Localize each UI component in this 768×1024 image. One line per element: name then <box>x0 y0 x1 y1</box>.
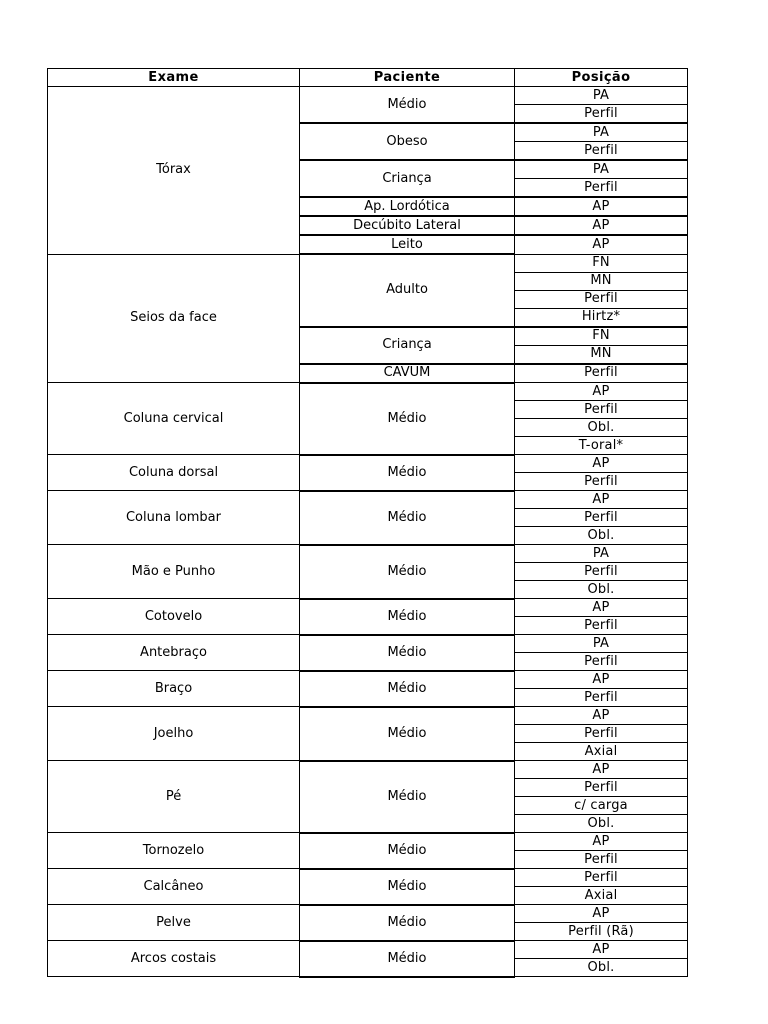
position-cell: Perfil <box>515 473 688 491</box>
position-cell: FN <box>515 327 688 346</box>
position-cell: AP <box>515 941 688 959</box>
position-cell: Perfil <box>515 105 688 124</box>
position-cell: Perfil <box>515 290 688 308</box>
exam-cell: Coluna dorsal <box>48 455 300 491</box>
patient-cell: Médio <box>300 545 515 599</box>
position-cell: AP <box>515 833 688 851</box>
patient-cell: Decúbito Lateral <box>300 216 515 235</box>
patient-cell: Ap. Lordótica <box>300 197 515 216</box>
position-cell: AP <box>515 761 688 779</box>
table-row <box>48 545 688 563</box>
position-cell: Obl. <box>515 527 688 545</box>
patient-cell: Médio <box>300 491 515 545</box>
exam-cell: Braço <box>48 671 300 707</box>
exam-cell: Arcos costais <box>48 941 300 977</box>
position-cell: AP <box>515 235 688 254</box>
table-row <box>48 707 688 725</box>
exam-cell: Cotovelo <box>48 599 300 635</box>
position-cell: AP <box>515 599 688 617</box>
exam-cell: Tórax <box>48 87 300 255</box>
header-row <box>48 69 688 87</box>
position-cell: MN <box>515 345 688 364</box>
position-cell: Perfil <box>515 179 688 198</box>
position-cell: Perfil <box>515 869 688 887</box>
position-cell: Obl. <box>515 419 688 437</box>
header-posicao: Posição <box>515 69 688 87</box>
patient-cell: Médio <box>300 671 515 707</box>
position-cell: PA <box>515 123 688 142</box>
position-cell: Axial <box>515 743 688 761</box>
table-row <box>48 905 688 923</box>
patient-cell: Criança <box>300 327 515 364</box>
position-cell: T-oral* <box>515 437 688 455</box>
position-cell: Obl. <box>515 959 688 977</box>
header-exame: Exame <box>48 69 300 87</box>
table-row <box>48 455 688 473</box>
position-cell: AP <box>515 197 688 216</box>
position-cell: AP <box>515 707 688 725</box>
position-cell: Perfil <box>515 653 688 671</box>
position-cell: PA <box>515 160 688 179</box>
position-cell: Perfil <box>515 509 688 527</box>
exam-cell: Joelho <box>48 707 300 761</box>
position-cell: c/ carga <box>515 797 688 815</box>
position-cell: Hirtz* <box>515 308 688 327</box>
table-body <box>48 87 688 977</box>
exam-cell: Tornozelo <box>48 833 300 869</box>
position-cell: PA <box>515 545 688 563</box>
table-row <box>48 635 688 653</box>
exam-cell: Coluna lombar <box>48 491 300 545</box>
position-cell: Obl. <box>515 581 688 599</box>
patient-cell: Médio <box>300 635 515 671</box>
table-row <box>48 833 688 851</box>
table-row <box>48 383 688 401</box>
position-cell: Perfil <box>515 689 688 707</box>
position-cell: Perfil <box>515 851 688 869</box>
exam-cell: Pelve <box>48 905 300 941</box>
position-cell: AP <box>515 491 688 509</box>
table-row <box>48 869 688 887</box>
position-cell: Axial <box>515 887 688 905</box>
patient-cell: Médio <box>300 869 515 905</box>
position-cell: Perfil <box>515 617 688 635</box>
position-cell: PA <box>515 87 688 105</box>
table-row <box>48 761 688 779</box>
position-cell: Perfil <box>515 401 688 419</box>
patient-cell: Médio <box>300 383 515 455</box>
exam-cell: Seios da face <box>48 254 300 383</box>
position-cell: Perfil <box>515 142 688 161</box>
position-cell: FN <box>515 254 688 272</box>
table-row <box>48 599 688 617</box>
position-cell: Perfil <box>515 364 688 383</box>
position-cell: Obl. <box>515 815 688 833</box>
position-cell: AP <box>515 905 688 923</box>
header-paciente: Paciente <box>300 69 515 87</box>
position-cell: AP <box>515 671 688 689</box>
patient-cell: Médio <box>300 599 515 635</box>
position-cell: AP <box>515 383 688 401</box>
position-cell: Perfil <box>515 779 688 797</box>
exam-cell: Coluna cervical <box>48 383 300 455</box>
position-cell: Perfil <box>515 725 688 743</box>
exam-cell: Calcâneo <box>48 869 300 905</box>
position-cell: AP <box>515 216 688 235</box>
patient-cell: Criança <box>300 160 515 197</box>
patient-cell: Adulto <box>300 254 515 327</box>
patient-cell: Médio <box>300 761 515 833</box>
position-cell: AP <box>515 455 688 473</box>
exam-cell: Antebraço <box>48 635 300 671</box>
table-row <box>48 87 688 105</box>
patient-cell: Médio <box>300 455 515 491</box>
patient-cell: Médio <box>300 941 515 977</box>
patient-cell: Leito <box>300 235 515 254</box>
position-cell: Perfil <box>515 563 688 581</box>
exam-position-table <box>47 68 688 978</box>
position-cell: PA <box>515 635 688 653</box>
exam-cell: Mão e Punho <box>48 545 300 599</box>
exam-cell: Pé <box>48 761 300 833</box>
patient-cell: CAVUM <box>300 364 515 383</box>
table-row <box>48 671 688 689</box>
table-row <box>48 254 688 272</box>
table-row <box>48 491 688 509</box>
table-row <box>48 941 688 959</box>
patient-cell: Médio <box>300 87 515 124</box>
patient-cell: Médio <box>300 905 515 941</box>
position-cell: Perfil (Rã) <box>515 923 688 941</box>
patient-cell: Médio <box>300 833 515 869</box>
patient-cell: Obeso <box>300 123 515 160</box>
spreadsheet-area <box>47 68 687 975</box>
position-cell: MN <box>515 272 688 290</box>
patient-cell: Médio <box>300 707 515 761</box>
